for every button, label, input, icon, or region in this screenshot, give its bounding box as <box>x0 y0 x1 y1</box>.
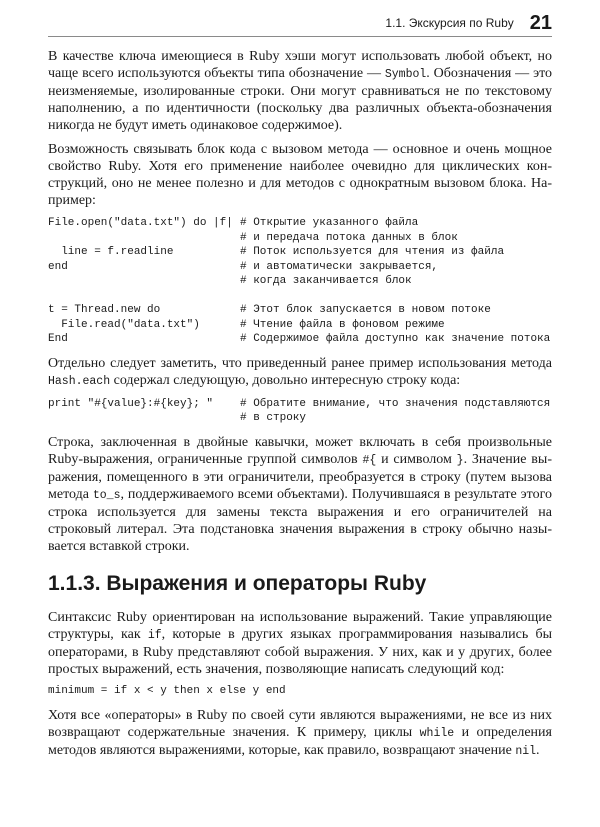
paragraph-operators: Хотя все «операторы» в Ruby по своей сути являются выражениями, не все из них возвращают содержательные значения. К примеру, циклы while и определения методов являются выражениями, которые, как правило, возвращают значение nil. <box>48 707 552 758</box>
paragraph-symbols: В качестве ключа имеющиеся в Ruby хэши могут использовать любой объект, но чаще всего используются объекты типа обозначение — Symbol. Обозначения — это неизменяемые, изолированные строки. Они могут сравниваться не по текстовому наполнению, а по идентичности (поскольку два различных объекта-обозначения никогда не будут иметь одинаковое содержимое). <box>48 49 553 133</box>
section-heading: 1.1.3. Выражения и операторы Ruby <box>48 571 427 595</box>
inline-code: to_s <box>92 488 121 502</box>
code-line: # и передача потока данных в блок <box>240 231 458 244</box>
section-title: 1.1. Экскурсия по Ruby <box>385 16 514 30</box>
page-body <box>48 48 552 767</box>
inline-code: #{ <box>362 453 377 467</box>
paragraph-expressions: Синтаксис Ruby ориентирован на использование выражений. Такие управляющие структуры, как if, которые в других языках программирования назывались бы операторами, в Ruby представляют собой выражения. У них, как и у других, более простых выражений, есть значения, позволяющие написать следующий код: <box>48 609 552 677</box>
code-line: # когда заканчивается блок <box>240 275 412 288</box>
page-number: 21 <box>529 11 552 34</box>
inline-code: Symbol <box>384 68 427 81</box>
inline-code: nil <box>515 744 537 758</box>
code-line: print "#{value}:#{key}; " # Обратите внимание, что значения подставляются <box>48 397 551 410</box>
paragraph-blocks: Возможность связывать блок кода с вызовом метода — основное и очень мощное свойство Ruby. Хотя его применение наиболее очевидно для циклических конструкций, оно не менее полезно и для методов с однократным вызовом блока. Например: <box>48 142 552 208</box>
code-line: t = Thread.new do # Этот блок запускается в новом потоке <box>48 303 491 316</box>
paragraph-interpolation: Строка, заключенная в двойные кавычки, может включать в себя произвольные Ruby-выражения, ограниченные группой символов #{ и символом }. Значение выражения, помещенного в эти ограничители, преобразуется в строку (путем вызова метода to_s, поддерживаемого всеми объектами). Получившаяся в результате этого строка используется для замены текста выражения и его ограничителей на строковый литерал. Эта подстановка значения выражения в строку обычно называется вставкой строки. <box>48 434 552 554</box>
code-line: File.read("data.txt") # Чтение файла в фоновом режиме <box>48 318 445 331</box>
code-line: File.open("data.txt") do |f| # Открытие указанного файла <box>48 217 419 229</box>
inline-code: Hash.each <box>48 374 111 388</box>
inline-code: if <box>147 628 162 642</box>
inline-code: while <box>419 726 455 740</box>
paragraph-hash-each: Отдельно следует заметить, что приведенный ранее пример использования метода Hash.each содержал следующую, довольно интересную строку кода: <box>48 355 552 388</box>
code-example-file-open <box>48 216 552 347</box>
code-line: line = f.readline # Поток используется для чтения из файла <box>48 246 505 259</box>
running-header <box>48 10 552 37</box>
inline-code: } <box>456 453 464 467</box>
code-example-print <box>48 397 552 426</box>
code-line: # в строку <box>240 412 307 425</box>
code-line: End # Содержимое файла доступно как значение потока <box>48 333 551 346</box>
code-line: end # и автоматически закрывается, <box>48 260 439 273</box>
code-example-minimum: minimum = if x < y then x else y end <box>48 684 286 697</box>
